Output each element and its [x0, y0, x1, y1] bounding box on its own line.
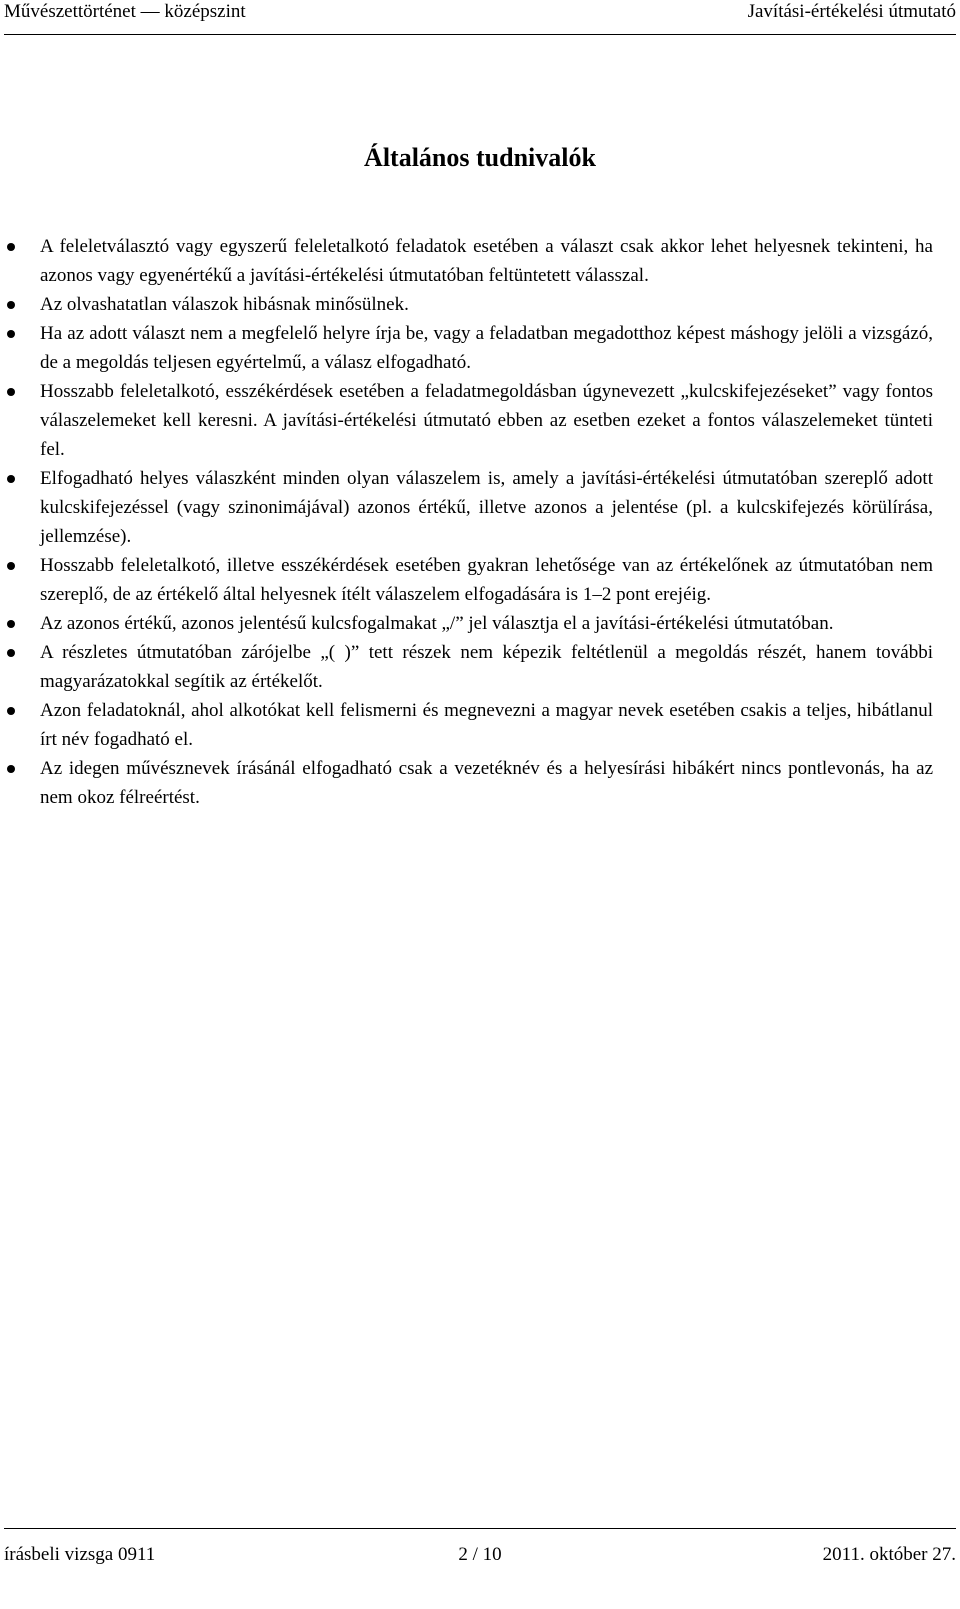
bullet-icon: [7, 243, 15, 251]
list-item-text: Az idegen művésznevek írásánál elfogadható csak a vezetéknév és a helyesírási hibákért nincs pontlevonás, ha az nem okoz félreértést.: [40, 758, 933, 808]
bullet-icon: [7, 330, 15, 338]
list-item-text: Ha az adott választ nem a megfelelő helyre írja be, vagy a feladatban megadotthoz képest máshogy jelöli a vizsgázó, de a megoldás teljesen egyértelmű, a válasz elfogadható.: [40, 323, 933, 373]
list-item-text: Hosszabb feleletalkotó, illetve esszékérdések esetében gyakran lehetősége van az értékelőnek az útmutatóban nem szereplő, de az értékelő által helyesnek ítélt válaszelem elfogadására is 1–2 pont erejéig.: [40, 555, 933, 605]
list-item-text: Az olvashatatlan válaszok hibásnak minősülnek.: [40, 294, 409, 315]
list-item-text: Az azonos értékű, azonos jelentésű kulcsfogalmakat „/” jel választja el a javítási-értékelési útmutatóban.: [40, 613, 834, 634]
header-doc-type: Javítási-értékelési útmutató: [747, 1, 956, 22]
list-item: [40, 232, 933, 290]
footer-page-number: 2 / 10: [458, 1544, 502, 1565]
guideline-list: [0, 232, 960, 812]
list-item: [40, 551, 933, 609]
bullet-icon: [7, 562, 15, 570]
bullet-icon: [7, 475, 15, 483]
bullet-icon: [7, 620, 15, 628]
page-header: [4, 0, 956, 35]
footer-exam-code: írásbeli vizsga 0911: [4, 1544, 156, 1565]
bullet-icon: [7, 388, 15, 396]
page-title: Általános tudnivalók: [364, 143, 596, 172]
list-item: [40, 319, 933, 377]
list-item-text: A részletes útmutatóban zárójelbe „( )” tett részek nem képezik feltétlenül a megoldás részét, hanem további magyarázatokkal segítik az értékelőt.: [40, 642, 933, 692]
list-item-text: Hosszabb feleletalkotó, esszékérdések esetében a feladatmegoldásban úgynevezett „kulcskifejezéseket” vagy fontos válaszelemeket kell keresni. A javítási-értékelési útmutató ebben az esetben ezeket a fontos válaszelemeket tünteti fel.: [40, 381, 933, 460]
list-item: [40, 638, 933, 696]
bullet-icon: [7, 765, 15, 773]
list-item: [40, 754, 933, 812]
list-item: [40, 290, 933, 319]
list-item: [40, 377, 933, 464]
footer-divider: [4, 1528, 956, 1529]
page-footer: [4, 1543, 956, 1567]
bullet-icon: [7, 649, 15, 657]
list-item-text: Azon feladatoknál, ahol alkotókat kell felismerni és megnevezni a magyar nevek esetében csakis a teljes, hibátlanul írt név fogadható el.: [40, 700, 933, 750]
list-item: [40, 464, 933, 551]
footer-date: 2011. október 27.: [822, 1544, 956, 1565]
list-item: [40, 609, 933, 638]
header-subject: Művészettörténet — középszint: [4, 1, 246, 22]
bullet-icon: [7, 301, 15, 309]
list-item-text: A feleletválasztó vagy egyszerű feleletalkotó feladatok esetében a választ csak akkor lehet helyesnek tekinteni, ha azonos vagy egyenértékű a javítási-értékelési útmutatóban feltüntetett válasszal.: [40, 236, 933, 286]
list-item-text: Elfogadható helyes válaszként minden olyan válaszelem is, amely a javítási-értékelési útmutatóban szereplő adott kulcskifejezéssel (vagy szinonimájával) azonos értékű, illetve azonos a jelentése (pl. a kulcskifejezés körülírása, jellemzése).: [40, 468, 933, 547]
bullet-icon: [7, 707, 15, 715]
list-item: [40, 696, 933, 754]
